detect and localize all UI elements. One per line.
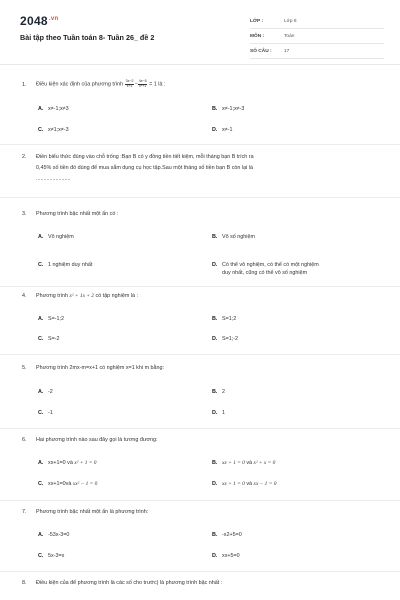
meta-value: Lớp 8: [284, 18, 297, 24]
option-text: [222, 261, 319, 277]
option-text-line1: Có thể vô nghiệm, có thể có một nghiệm: [222, 262, 319, 268]
option-text: Vô nghiệm: [48, 234, 74, 240]
question-text: [22, 210, 382, 218]
question-text-main: Điều kiện của để phương trình là các số cho trước) là phương trình bậc nhất :: [36, 580, 223, 586]
option-b[interactable]: [212, 388, 225, 396]
meta-row-subject: [250, 29, 384, 44]
option-a[interactable]: [38, 233, 74, 241]
option-text: xx+5=0: [222, 553, 240, 559]
option-b[interactable]: [212, 315, 236, 323]
option-d[interactable]: [212, 126, 232, 134]
option-text: S=-2: [48, 336, 60, 342]
question-separator: [0, 197, 400, 198]
option-text: x≠-1;x≠-3: [222, 106, 245, 112]
option-text: -1: [48, 410, 53, 416]
question-text: [22, 579, 382, 587]
option-letter: D.: [212, 127, 218, 133]
math-expression: xx − 1 = 0: [253, 481, 277, 487]
option-letter: A.: [38, 460, 44, 466]
option-letter: C.: [38, 127, 44, 133]
math-expression: xx² − 1 = 0: [72, 481, 98, 487]
question-text-main: Phương trình bậc nhất một ẩn là phương trình:: [36, 509, 149, 515]
option-text: x≠-1: [222, 127, 233, 133]
answer-blank[interactable]: .......................: [36, 176, 71, 182]
question-separator: [0, 571, 400, 572]
meta-value: 17: [284, 48, 290, 54]
option-text: [222, 480, 276, 488]
question-number: 7.: [22, 509, 27, 515]
brand-logo[interactable]: [20, 14, 58, 28]
question-separator: [0, 354, 400, 355]
option-letter: C.: [38, 553, 44, 559]
math-expression: xx + 1 = 0: [222, 460, 245, 466]
meta-info: [250, 14, 384, 59]
option-text: 2: [222, 389, 225, 395]
option-b[interactable]: [212, 105, 244, 113]
option-letter: A.: [38, 234, 44, 240]
option-a[interactable]: [38, 531, 69, 539]
meta-label: LỚP :: [250, 18, 264, 24]
option-c[interactable]: [38, 261, 92, 269]
option-text: 1 nghiệm duy nhất: [48, 262, 93, 268]
math-expression: x² + 1 = 0: [74, 460, 97, 466]
question-separator: [0, 500, 400, 501]
header: [0, 0, 400, 64]
option-text-line2: duy nhất, cũng có thể vô số nghiệm: [222, 270, 308, 276]
option-c[interactable]: [38, 552, 64, 560]
question-text-main: Phương trình 2mx-m=x+1 có nghiệm x=1 khi m bằng:: [36, 365, 165, 371]
option-text: [48, 459, 96, 467]
option-text: -x2+5=0: [222, 532, 242, 538]
question-number: 1.: [22, 81, 27, 88]
option-text-pre: xx+1=0và: [48, 481, 72, 487]
option-letter: C.: [38, 481, 44, 487]
question-text-post: có tập nghiệm là :: [95, 293, 139, 299]
option-letter: B.: [212, 532, 218, 538]
option-c[interactable]: [38, 480, 97, 488]
option-letter: C.: [38, 262, 44, 268]
option-letter: C.: [38, 410, 44, 416]
option-letter: B.: [212, 460, 218, 466]
meta-value: Toán: [284, 33, 295, 39]
option-d[interactable]: [212, 335, 238, 343]
option-d[interactable]: [212, 261, 319, 277]
option-b[interactable]: [212, 531, 242, 539]
option-b[interactable]: [212, 233, 255, 241]
option-text: x≠-1;x≠3: [48, 106, 69, 112]
question-text-pre: Điều kiện xác định của phương trình: [36, 81, 124, 88]
option-text: 5x-3=x: [48, 553, 65, 559]
option-letter: A.: [38, 532, 44, 538]
question-text: [22, 364, 382, 372]
option-text: S=1;2: [222, 316, 237, 322]
math-fraction: $\frac{4x-5}{\text{x²+1}}$: [138, 79, 147, 88]
meta-row-count: [250, 44, 384, 59]
option-text-mid: và: [246, 481, 253, 487]
option-a[interactable]: [38, 459, 96, 467]
math-expression: x² + 1x + 2: [69, 293, 94, 299]
option-letter: A.: [38, 389, 44, 395]
question-text-line1: Điền biểu thức đúng vào chỗ trống :Bạn B có y đồng tiền tiết kiệm, mỗi tháng bạn B trích ra: [36, 154, 254, 160]
question-separator: [0, 428, 400, 429]
math-expression: xx + 1 = 0: [222, 481, 245, 487]
option-letter: D.: [212, 336, 218, 342]
option-text: Vô số nghiệm: [222, 234, 255, 240]
meta-label: MÔN :: [250, 33, 265, 39]
option-text: x≠1;x≠-3: [48, 127, 69, 133]
option-letter: D.: [212, 481, 218, 487]
brand-name: 2048: [20, 14, 48, 28]
math-expression: x² + x = 0: [253, 460, 276, 466]
question-text: [22, 436, 382, 444]
meta-row-class: [250, 14, 384, 29]
question-text: 1. Điều kiện xác định của phương trình $\frac{3x-2}{x+1}$ − $\frac{4x-5}{\text{x²+1}}$ = 1 là :: [22, 79, 166, 88]
option-letter: C.: [38, 336, 44, 342]
brand-suffix: .vn: [48, 16, 59, 22]
option-a[interactable]: [38, 315, 64, 323]
option-letter: D.: [212, 262, 218, 268]
header-divider: [0, 64, 400, 65]
question-separator: [0, 144, 400, 145]
option-d[interactable]: [212, 552, 240, 560]
option-text: S=1;-2: [222, 336, 239, 342]
option-text: [48, 480, 97, 488]
question-number: 3.: [22, 211, 27, 217]
option-letter: B.: [212, 234, 218, 240]
option-c[interactable]: [38, 126, 69, 134]
option-text: -2: [48, 389, 53, 395]
option-c[interactable]: [38, 409, 53, 417]
question-number: 6.: [22, 437, 27, 443]
question-number: 2.: [22, 154, 27, 160]
question-text: [22, 292, 382, 300]
question-text: [22, 153, 382, 161]
question-number: 5.: [22, 365, 27, 371]
question-number: 8.: [22, 580, 27, 586]
option-a[interactable]: [38, 388, 53, 396]
question-text-main: Phương trình bậc nhất một ẩn có :: [36, 211, 119, 217]
option-letter: A.: [38, 316, 44, 322]
option-text: -53x-3=0: [48, 532, 70, 538]
question-text-line2: 0,45% số tiền đó dùng để mua sắm dụng cụ học tập.Sau một tháng số tiền bạn B còn lại là: [36, 165, 253, 171]
question-text-main: Hai phương trình nào sau đây gọi là tương đương:: [36, 437, 158, 443]
question-text-post: = 1 là :: [149, 81, 166, 88]
option-b[interactable]: [212, 459, 275, 467]
option-d[interactable]: [212, 409, 225, 417]
question-separator: [0, 286, 400, 287]
option-letter: D.: [212, 553, 218, 559]
question-number: 4.: [22, 293, 27, 299]
option-c[interactable]: [38, 335, 60, 343]
option-letter: B.: [212, 316, 218, 322]
question-text: [22, 508, 382, 516]
option-text: [222, 459, 275, 467]
option-a[interactable]: [38, 105, 69, 113]
option-text: S=-1;2: [48, 316, 65, 322]
option-text-pre: xx+1=0 và: [48, 460, 73, 466]
math-fraction: $\frac{3x-2}{x+1}$: [125, 79, 134, 88]
question-text-pre: Phương trình: [36, 293, 69, 299]
option-text-mid: và: [246, 460, 253, 466]
meta-label: SỐ CÂU :: [250, 48, 272, 54]
option-letter: B.: [212, 106, 218, 112]
option-text: 1: [222, 410, 225, 416]
option-letter: D.: [212, 410, 218, 416]
option-letter: B.: [212, 389, 218, 395]
option-d[interactable]: [212, 480, 276, 488]
page-title: Bài tập theo Tuần toán 8- Tuần 26_ đề 2: [20, 33, 155, 42]
option-letter: A.: [38, 106, 44, 112]
